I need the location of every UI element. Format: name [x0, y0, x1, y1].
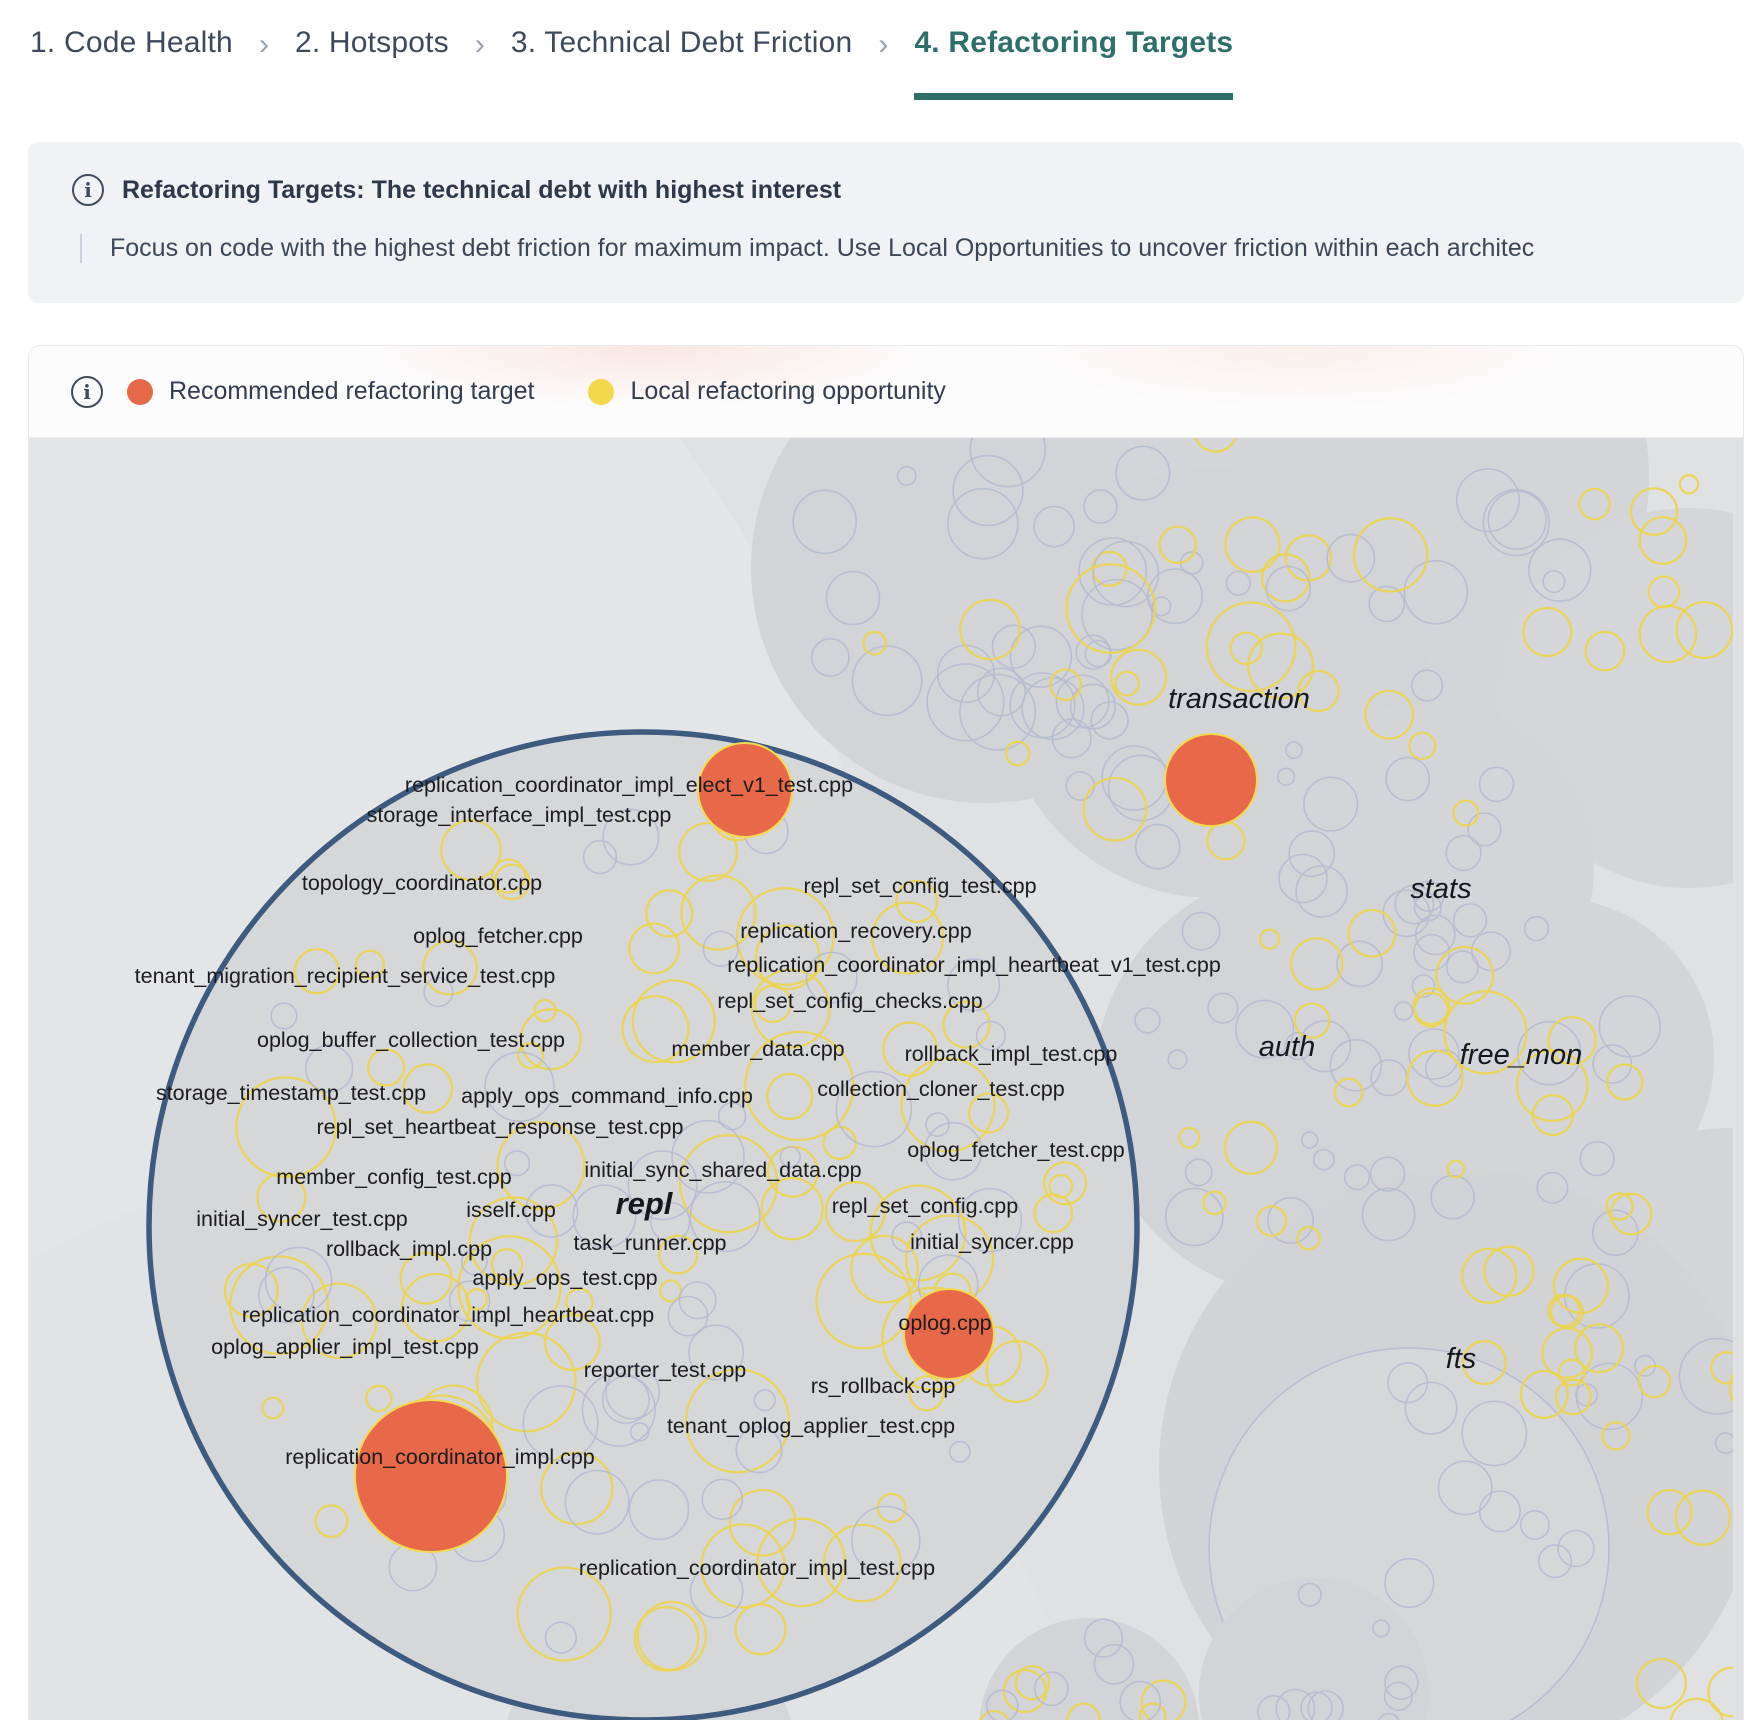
file-label[interactable]: oplog_buffer_collection_test.cpp	[257, 1028, 565, 1052]
info-panel-title: Refactoring Targets: The technical debt with highest interest	[122, 175, 842, 204]
recommended-target-dot-icon	[127, 379, 153, 405]
file-label[interactable]: rollback_impl.cpp	[325, 1237, 493, 1261]
file-label[interactable]: rollback_impl_test.cpp	[904, 1042, 1118, 1066]
module-label-transaction: transaction	[1168, 683, 1310, 715]
file-label[interactable]: oplog_fetcher_test.cpp	[907, 1138, 1125, 1162]
file-label[interactable]: repl_set_config.cpp	[831, 1194, 1019, 1218]
module-label-free_mon: free_mon	[1459, 1039, 1583, 1071]
file-label[interactable]: initial_syncer_test.cpp	[196, 1207, 408, 1231]
module-label-auth: auth	[1258, 1031, 1316, 1063]
file-label[interactable]: rs_rollback.cpp	[810, 1374, 956, 1398]
breadcrumb-item-refactoring-targets[interactable]: 4. Refactoring Targets	[914, 26, 1233, 100]
file-label[interactable]: member_config_test.cpp	[276, 1165, 512, 1189]
file-label[interactable]: tenant_oplog_applier_test.cpp	[666, 1414, 956, 1438]
info-panel-description: Focus on code with the highest debt friction for maximum impact. Use Local Opportunities to uncover friction within each architec	[80, 234, 1704, 263]
file-label[interactable]: task_runner.cpp	[573, 1231, 727, 1255]
file-label[interactable]: storage_interface_impl_test.cpp	[366, 803, 672, 827]
file-label[interactable]: member_data.cpp	[671, 1037, 845, 1061]
file-label[interactable]: repl_set_heartbeat_response_test.cpp	[316, 1115, 684, 1139]
module-label-stats: stats	[1410, 873, 1472, 905]
info-icon[interactable]: i	[72, 174, 104, 206]
legend-item-recommended	[127, 377, 534, 406]
legend-label: Local refactoring opportunity	[630, 377, 946, 405]
recommended-refactoring-target-circle[interactable]	[1165, 734, 1257, 826]
chevron-right-icon: ›	[258, 28, 269, 61]
breadcrumb-item-technical-debt-friction[interactable]: 3. Technical Debt Friction	[510, 26, 853, 59]
file-label[interactable]: replication_recovery.cpp	[740, 919, 972, 943]
file-label[interactable]: replication_coordinator_impl.cpp	[285, 1445, 595, 1469]
file-label[interactable]: replication_coordinator_impl_heartbeat.cpp	[241, 1303, 655, 1327]
file-label[interactable]: tenant_migration_recipient_service_test.cpp	[134, 964, 556, 988]
file-label[interactable]: replication_coordinator_impl_test.cpp	[578, 1556, 936, 1580]
legend-item-local-opportunity	[588, 377, 945, 406]
file-label[interactable]: oplog_applier_impl_test.cpp	[211, 1335, 479, 1359]
file-label[interactable]: collection_cloner_test.cpp	[817, 1077, 1065, 1101]
file-label[interactable]: initial_syncer.cpp	[910, 1230, 1074, 1254]
file-label[interactable]: apply_ops_test.cpp	[472, 1266, 658, 1290]
bubble-chart[interactable]	[29, 438, 1733, 1720]
recommended-refactoring-target-circle[interactable]	[355, 1400, 507, 1552]
file-label[interactable]: replication_coordinator_impl_elect_v1_test.cpp	[404, 773, 854, 797]
bubble-chart-area[interactable]	[29, 438, 1743, 1720]
module-label-fts: fts	[1445, 1343, 1477, 1375]
legend-label: Recommended refactoring target	[169, 377, 535, 405]
file-label[interactable]: repl_set_config_checks.cpp	[717, 989, 983, 1013]
file-label[interactable]: storage_timestamp_test.cpp	[155, 1081, 427, 1105]
file-label[interactable]: initial_sync_shared_data.cpp	[584, 1158, 862, 1182]
info-panel	[28, 142, 1744, 303]
file-label[interactable]: apply_ops_command_info.cpp	[461, 1084, 753, 1108]
local-opportunity-dot-icon	[588, 379, 614, 405]
breadcrumb-item-code-health[interactable]: 1. Code Health	[30, 26, 233, 59]
module-label-repl: repl	[615, 1186, 673, 1221]
refactoring-targets-visualization	[28, 345, 1744, 1720]
file-label[interactable]: oplog_fetcher.cpp	[413, 924, 583, 948]
file-label[interactable]: replication_coordinator_impl_heartbeat_v1_test.cpp	[727, 953, 1221, 977]
chevron-right-icon: ›	[474, 28, 485, 61]
chevron-right-icon: ›	[878, 28, 889, 61]
breadcrumb	[0, 0, 1760, 108]
file-label[interactable]: oplog.cpp	[898, 1311, 992, 1335]
file-label[interactable]: reporter_test.cpp	[583, 1358, 747, 1382]
file-label[interactable]: repl_set_config_test.cpp	[803, 874, 1037, 898]
file-label[interactable]: topology_coordinator.cpp	[301, 871, 543, 895]
info-icon[interactable]: i	[71, 376, 103, 408]
breadcrumb-item-hotspots[interactable]: 2. Hotspots	[294, 26, 449, 59]
chart-legend	[29, 346, 1743, 438]
file-label[interactable]: isself.cpp	[466, 1198, 556, 1222]
